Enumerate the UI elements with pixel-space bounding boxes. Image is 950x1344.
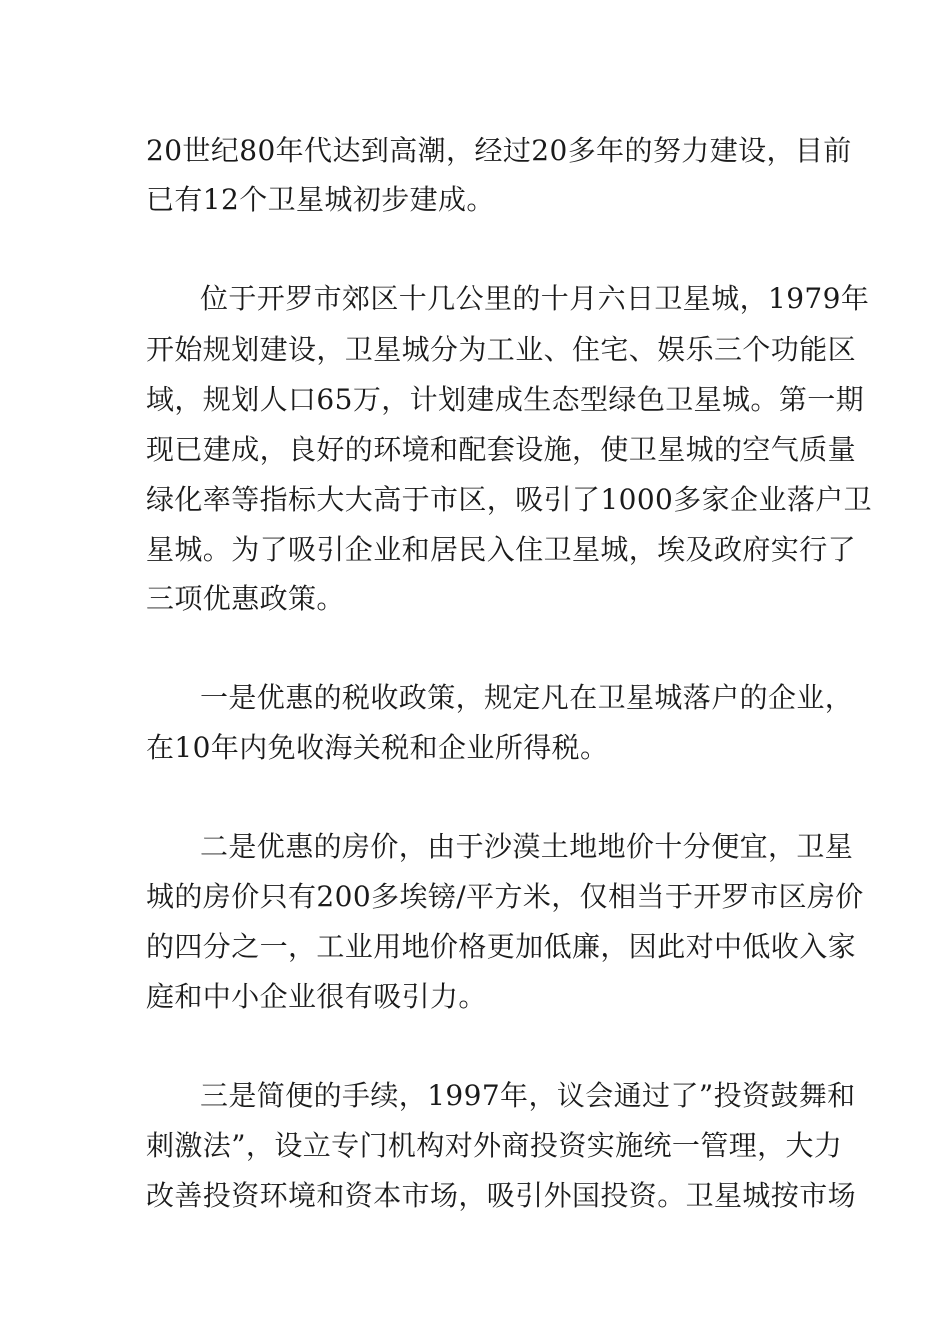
paragraph-line: 庭和中小企业很有吸引力。 bbox=[146, 980, 487, 1013]
paragraph-line: 星城。为了吸引企业和居民入住卫星城，埃及政府实行了 bbox=[146, 533, 857, 566]
paragraph-line: 二是优惠的房价，由于沙漠土地地价十分便宜，卫星 bbox=[200, 830, 854, 863]
paragraph-line: 刺激法”，设立专门机构对外商投资实施统一管理，大力 bbox=[146, 1129, 843, 1162]
paragraph-line: 三是简便的手续，1997年，议会通过了”投资鼓舞和 bbox=[200, 1079, 856, 1112]
paragraph-line: 改善投资环境和资本市场，吸引外国投资。卫星城按市场 bbox=[146, 1179, 857, 1212]
paragraph-line: 一是优惠的税收政策，规定凡在卫星城落户的企业， bbox=[200, 681, 854, 714]
paragraph-line: 城的房价只有200多埃镑/平方米，仅相当于开罗市区房价 bbox=[146, 880, 864, 913]
paragraph-line: 域，规划人口65万，计划建成生态型绿色卫星城。第一期 bbox=[146, 383, 865, 416]
paragraph-line: 已有12个卫星城初步建成。 bbox=[146, 183, 495, 216]
paragraph-line: 在10年内免收海关税和企业所得税。 bbox=[146, 731, 609, 764]
paragraph-line: 现已建成，良好的环境和配套设施，使卫星城的空气质量 bbox=[146, 433, 857, 466]
paragraph-line: 20世纪80年代达到高潮，经过20多年的努力建设，目前 bbox=[146, 134, 852, 167]
paragraph-line: 的四分之一，工业用地价格更加低廉，因此对中低收入家 bbox=[146, 930, 857, 963]
paragraph-line: 开始规划建设，卫星城分为工业、住宅、娱乐三个功能区 bbox=[146, 333, 857, 366]
paragraph-line: 位于开罗市郊区十几公里的十月六日卫星城，1979年 bbox=[200, 282, 870, 315]
paragraph-line: 三项优惠政策。 bbox=[146, 582, 345, 615]
paragraph-line: 绿化率等指标大大高于市区，吸引了1000多家企业落户卫 bbox=[146, 483, 873, 516]
